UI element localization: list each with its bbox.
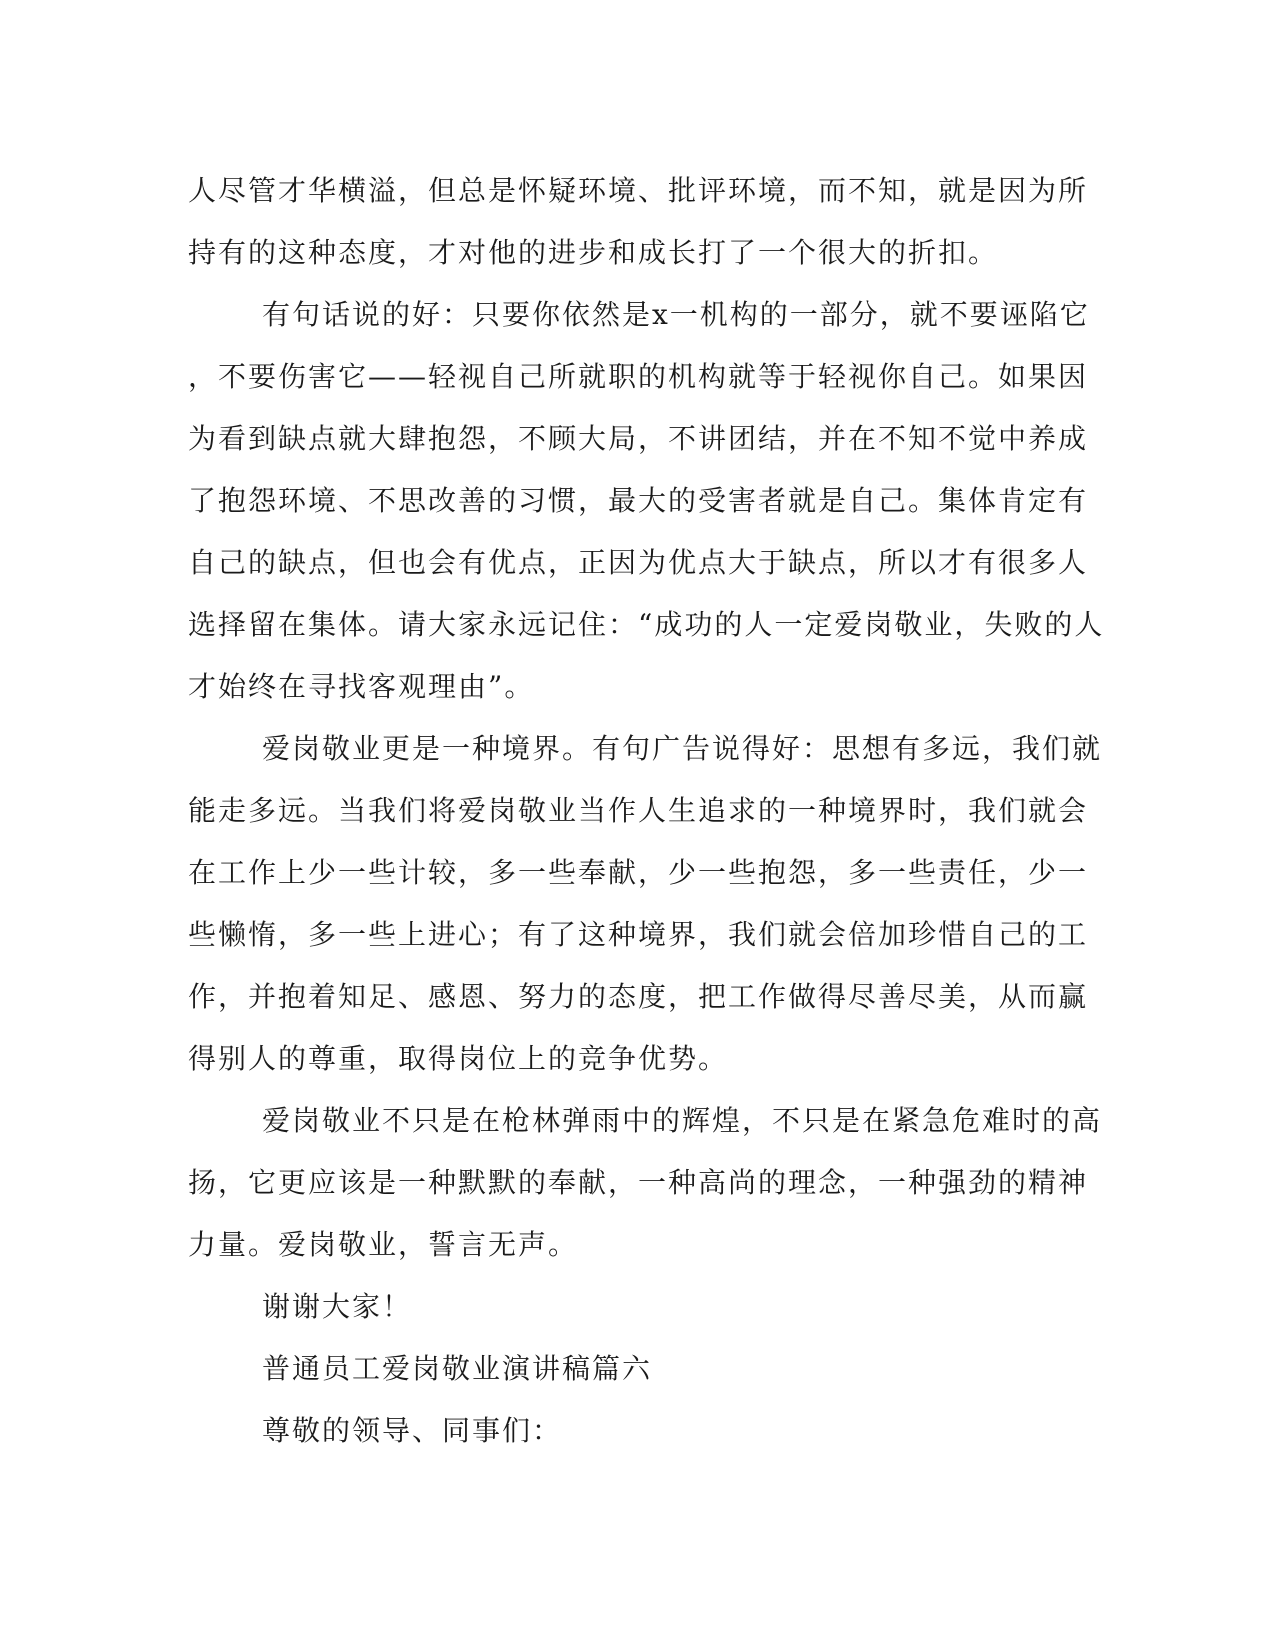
text-line: 在工作上少一些计较，多一些奉献，少一些抱怨，多一些责任，少一: [188, 856, 1089, 889]
text-line: 作，并抱着知足、感恩、努力的态度，把工作做得尽善尽美，从而赢: [188, 980, 1089, 1013]
text-line: ，不要伤害它——轻视自己所就职的机构就等于轻视你自己。如果因: [188, 360, 1089, 393]
text-line: 力量。爱岗敬业，誓言无声。: [188, 1228, 579, 1261]
paragraph-start-line: 爱岗敬业不只是在枪林弹雨中的辉煌，不只是在紧急危难时的高: [262, 1104, 1103, 1137]
text-line: 才始终在寻找客观理由”。: [188, 670, 535, 703]
text-line: 自己的缺点，但也会有优点，正因为优点大于缺点，所以才有很多人: [188, 546, 1089, 579]
text-line: 扬，它更应该是一种默默的奉献，一种高尚的理念，一种强劲的精神: [188, 1166, 1089, 1199]
section-heading: 普通员工爱岗敬业演讲稿篇六: [262, 1352, 653, 1385]
text-line: 得别人的尊重，取得岗位上的竞争优势。: [188, 1042, 729, 1075]
text-line: 人尽管才华横溢，但总是怀疑环境、批评环境，而不知，就是因为所: [188, 174, 1089, 207]
salutation: 尊敬的领导、同事们：: [262, 1414, 563, 1447]
text-line: 了抱怨环境、不思改善的习惯，最大的受害者就是自己。集体肯定有: [188, 484, 1089, 517]
text-line: 选择留在集体。请大家永远记住：“成功的人一定爱岗敬业，失败的人: [188, 608, 1105, 641]
text-line: 能走多远。当我们将爱岗敬业当作人生追求的一种境界时，我们就会: [188, 794, 1089, 827]
text-line: 些懒惰，多一些上进心；有了这种境界，我们就会倍加珍惜自己的工: [188, 918, 1089, 951]
paragraph-start-line: 爱岗敬业更是一种境界。有句广告说得好：思想有多远，我们就: [262, 732, 1103, 765]
paragraph-start-line: 有句话说的好：只要你依然是x一机构的一部分，就不要诬陷它: [262, 298, 1090, 331]
closing-thanks: 谢谢大家！: [262, 1290, 413, 1323]
document-body: [188, 160, 1105, 1462]
text-line: 为看到缺点就大肆抱怨，不顾大局，不讲团结，并在不知不觉中养成: [188, 422, 1089, 455]
text-line: 持有的这种态度，才对他的进步和成长打了一个很大的折扣。: [188, 236, 999, 269]
